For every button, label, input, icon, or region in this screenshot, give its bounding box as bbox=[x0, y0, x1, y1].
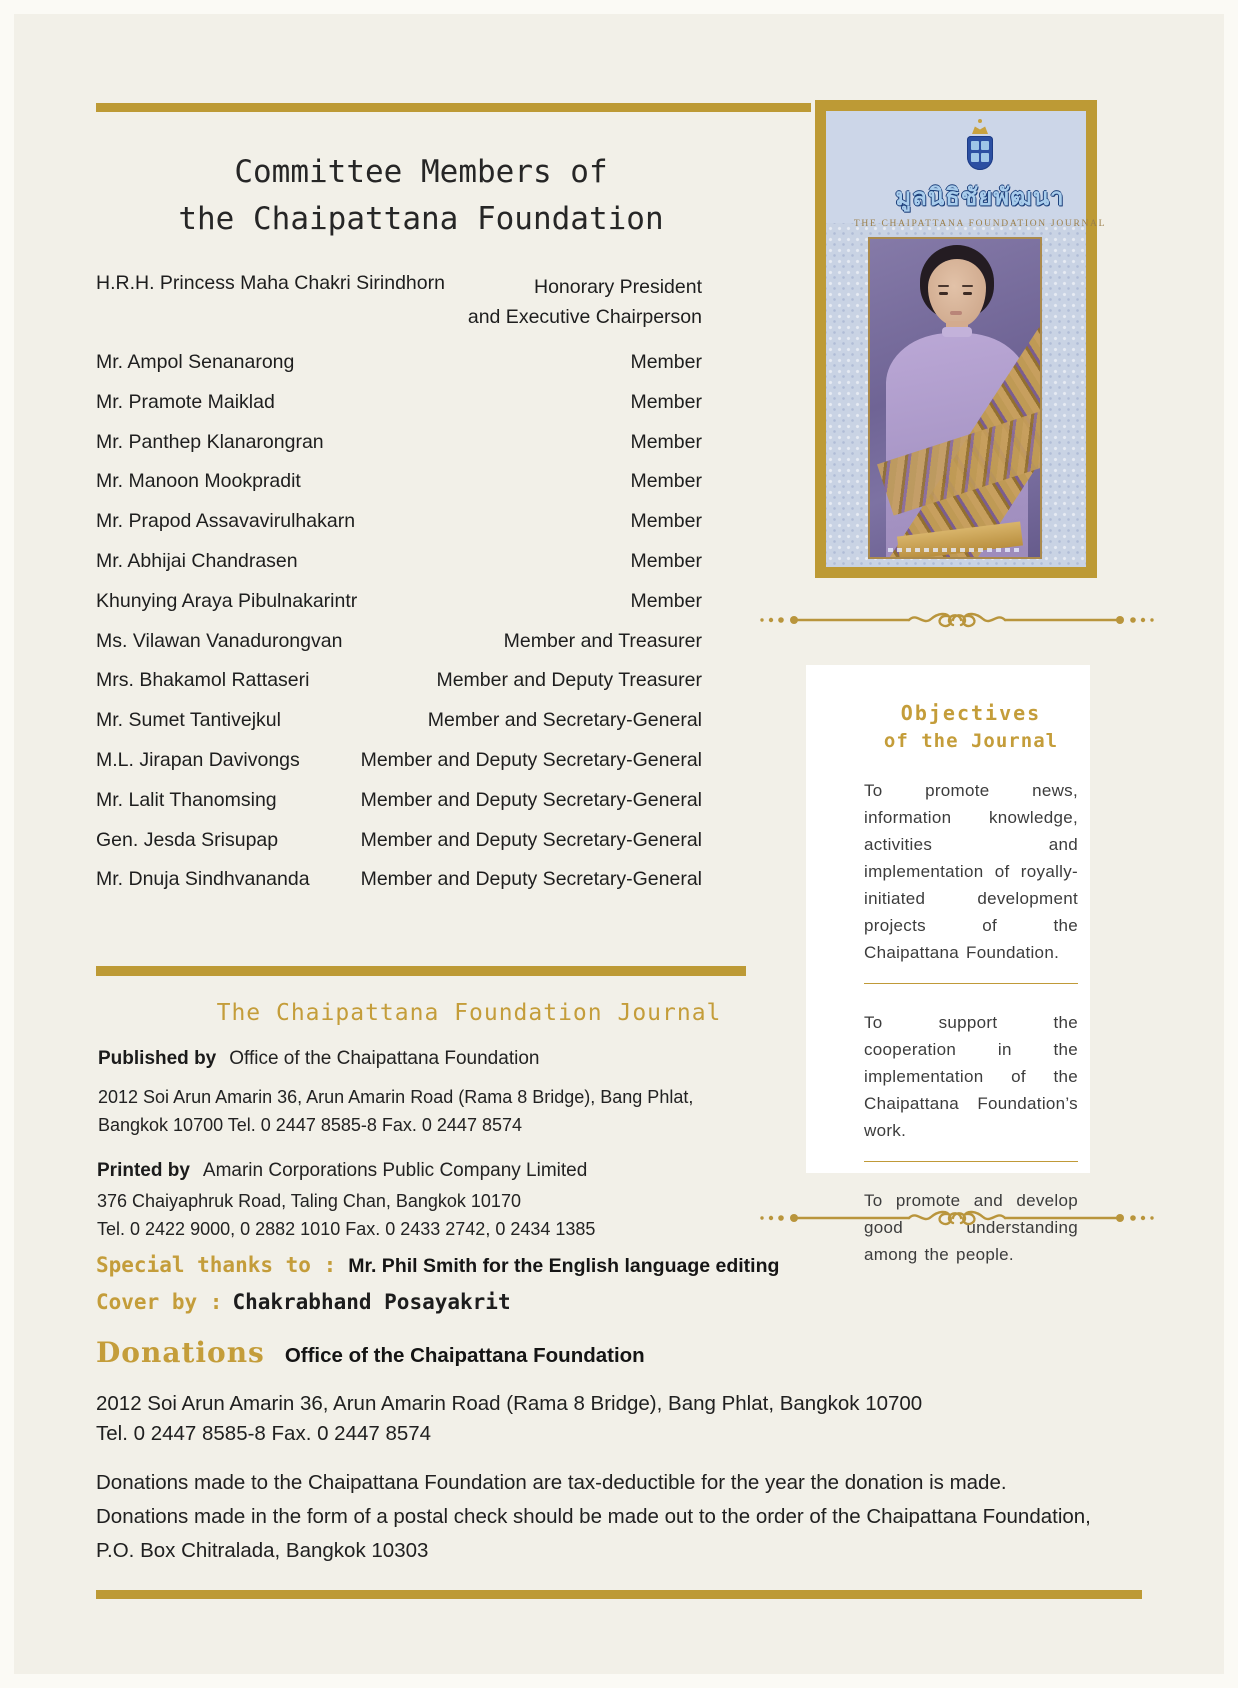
donations-address-line1: 2012 Soi Arun Amarin 36, Arun Amarin Road (Rama 8 Bridge), Bang Phlat, Bangkok 10700 bbox=[96, 1392, 923, 1415]
member-role: Member and Deputy Secretary-General bbox=[360, 868, 702, 891]
member-name: Mr. Abhijai Chandrasen bbox=[96, 549, 298, 572]
published-address-line2: Bangkok 10700 Tel. 0 2447 8585-8 Fax. 0 2447 8574 bbox=[98, 1115, 523, 1135]
member-role: Member bbox=[630, 589, 702, 612]
cover-portrait-painting bbox=[868, 237, 1042, 559]
member-name: Mrs. Bhakamol Rattaseri bbox=[96, 669, 310, 692]
member-role: Member and Treasurer bbox=[503, 629, 702, 652]
member-name: Mr. Dnuja Sindhvananda bbox=[96, 868, 310, 891]
member-name: Mr. Sumet Tantivejkul bbox=[96, 709, 281, 732]
committee-member-list bbox=[96, 272, 702, 908]
shield-icon bbox=[967, 136, 993, 170]
member-role: Member and Deputy Secretary-General bbox=[360, 748, 702, 771]
printed-address-line1: 376 Chaiyaphruk Road, Taling Chan, Bangkok 10170 bbox=[97, 1191, 521, 1211]
objective-item: To support the cooperation in the implementation of the Chaipattana Foundation’s work. bbox=[864, 1013, 1078, 1140]
member-row bbox=[96, 709, 702, 731]
journal-cover bbox=[815, 100, 1107, 578]
member-role: Member bbox=[630, 470, 702, 493]
crown-ball-icon bbox=[978, 119, 982, 123]
crown-icon bbox=[972, 124, 988, 134]
member-row bbox=[96, 590, 702, 612]
member-row bbox=[96, 510, 702, 532]
member-name: Mr. Manoon Mookpradit bbox=[96, 470, 301, 493]
cover-thai-title: มูลนิธิชัยพัฒนา bbox=[895, 183, 1065, 211]
member-name: Mr. Pramote Maiklad bbox=[96, 390, 275, 413]
published-by-value: Office of the Chaipattana Foundation bbox=[229, 1048, 540, 1069]
donations-note-line: Donations made in the form of a postal check should be made out to the order of the Chaipattana Foundation, bbox=[96, 1505, 1091, 1528]
bottom-rule bbox=[96, 1590, 1142, 1599]
printed-by-row bbox=[97, 1160, 587, 1182]
objectives-heading-line2: of the Journal bbox=[883, 730, 1059, 752]
page-title-line1: Committee Members of bbox=[234, 154, 608, 190]
special-thanks-label: Special thanks to : bbox=[96, 1253, 337, 1277]
special-thanks-row bbox=[96, 1253, 779, 1278]
page-title-line2: the Chaipattana Foundation bbox=[178, 201, 664, 237]
member-role: Member bbox=[630, 510, 702, 533]
member-row bbox=[96, 550, 702, 572]
member-role: Member bbox=[630, 351, 702, 373]
published-address-line1: 2012 Soi Arun Amarin 36, Arun Amarin Road (Rama 8 Bridge), Bang Phlat, bbox=[98, 1087, 694, 1107]
special-thanks-value: Mr. Phil Smith for the English language editing bbox=[348, 1255, 780, 1277]
member-row bbox=[96, 749, 702, 771]
section-rule bbox=[96, 966, 746, 976]
objectives-separator bbox=[864, 1161, 1078, 1162]
cover-by-label: Cover by : bbox=[96, 1290, 223, 1314]
donations-note-line: P.O. Box Chitralada, Bangkok 10303 bbox=[96, 1539, 429, 1562]
ornamental-divider bbox=[757, 1205, 1157, 1231]
member-row bbox=[96, 351, 702, 373]
printed-address-line2: Tel. 0 2422 9000, 0 2882 1010 Fax. 0 2433 2742, 0 2434 1385 bbox=[97, 1219, 596, 1239]
member-name: H.R.H. Princess Maha Chakri Sirindhorn bbox=[96, 272, 445, 294]
donations-heading: Donations bbox=[96, 1336, 265, 1369]
member-name: M.L. Jirapan Davivongs bbox=[96, 748, 300, 771]
journal-section-heading: The Chaipattana Foundation Journal bbox=[216, 1000, 722, 1026]
member-name: Mr. Panthep Klanarongran bbox=[96, 430, 324, 453]
member-role: Member and Deputy Treasurer bbox=[436, 669, 702, 692]
member-name: Mr. Ampol Senanarong bbox=[96, 351, 295, 373]
objective-item: To promote and develop good understanding among the people. bbox=[864, 1191, 1078, 1264]
member-name: Ms. Vilawan Vanadurongvan bbox=[96, 629, 343, 652]
cover-header bbox=[850, 119, 1110, 229]
ornamental-divider bbox=[757, 607, 1157, 633]
objectives-content bbox=[864, 701, 1078, 1268]
printed-by-label: Printed by bbox=[97, 1160, 190, 1181]
member-row bbox=[96, 630, 702, 652]
member-row bbox=[96, 868, 702, 890]
member-name: Mr. Prapod Assavavirulhakarn bbox=[96, 510, 356, 533]
objectives-heading-line1: Objectives bbox=[900, 701, 1042, 725]
member-role: Member and Secretary-General bbox=[427, 709, 702, 732]
cover-by-value: Chakrabhand Posayakrit bbox=[232, 1290, 511, 1314]
portrait-face bbox=[928, 259, 986, 327]
member-role: Member bbox=[630, 430, 702, 453]
member-name: Khunying Araya Pibulnakarintr bbox=[96, 589, 358, 612]
member-role: Member and Deputy Secretary-General bbox=[360, 828, 702, 851]
page-title bbox=[96, 149, 746, 243]
member-role: Member bbox=[630, 549, 702, 572]
member-row bbox=[96, 470, 702, 492]
member-row bbox=[96, 669, 702, 691]
member-row bbox=[96, 272, 702, 332]
cover-by-row bbox=[96, 1290, 511, 1314]
donations-note bbox=[96, 1466, 1091, 1568]
published-by-label: Published by bbox=[98, 1048, 217, 1069]
donations-office: Office of the Chaipattana Foundation bbox=[284, 1344, 645, 1367]
donations-heading-row bbox=[96, 1336, 645, 1369]
cover-subtitle: THE CHAIPATTANA FOUNDATION JOURNAL bbox=[853, 219, 1107, 229]
member-name: Mr. Lalit Thanomsing bbox=[96, 788, 277, 811]
member-name: Gen. Jesda Srisupap bbox=[96, 828, 279, 851]
member-role: Honorary President and Executive Chairperson bbox=[467, 276, 702, 328]
member-row bbox=[96, 789, 702, 811]
objectives-panel bbox=[806, 665, 1090, 1264]
objective-item: To promote news, information knowledge, activities and implementation of royally-initiated development projects of the Chaipattana Foundation. bbox=[864, 781, 1078, 962]
top-rule bbox=[96, 103, 811, 112]
donations-note-line: Donations made to the Chaipattana Foundation are tax-deductible for the year the donation is made. bbox=[96, 1471, 1007, 1494]
portrait-caption-text bbox=[888, 548, 1022, 552]
member-row bbox=[96, 391, 702, 413]
printed-by-value: Amarin Corporations Public Company Limited bbox=[202, 1160, 588, 1181]
published-by-row bbox=[98, 1048, 539, 1070]
objectives-separator bbox=[864, 983, 1078, 984]
member-row bbox=[96, 431, 702, 453]
member-row bbox=[96, 829, 702, 851]
member-role: Member and Deputy Secretary-General bbox=[360, 788, 702, 811]
crest-icon bbox=[850, 119, 1110, 170]
donations-address-line2: Tel. 0 2447 8585-8 Fax. 0 2447 8574 bbox=[96, 1422, 432, 1445]
member-role: Member bbox=[630, 390, 702, 413]
